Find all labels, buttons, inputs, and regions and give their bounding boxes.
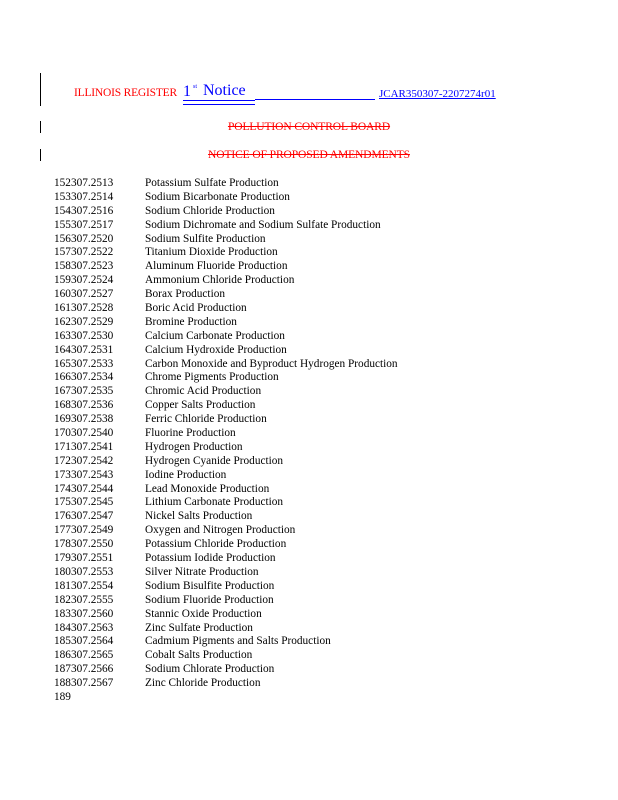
section-name: Calcium Carbonate Production xyxy=(145,329,285,342)
section-row xyxy=(54,510,398,524)
section-name: Zinc Sulfate Production xyxy=(145,621,253,634)
section-row xyxy=(54,260,398,274)
section-number: 184307.2563 xyxy=(54,621,114,634)
section-name: Lead Monoxide Production xyxy=(145,482,270,495)
section-row xyxy=(54,177,398,191)
section-name: Chrome Pigments Production xyxy=(145,371,279,384)
section-row xyxy=(54,399,398,413)
section-name: Aluminum Fluoride Production xyxy=(145,260,288,273)
section-number: 178307.2550 xyxy=(54,538,114,551)
section-name: Cobalt Salts Production xyxy=(145,649,253,662)
section-row xyxy=(54,691,398,705)
section-number: 163307.2530 xyxy=(54,329,114,342)
section-row xyxy=(54,622,398,636)
section-number: 159307.2524 xyxy=(54,274,114,287)
section-number: 180307.2553 xyxy=(54,565,114,578)
section-number: 160307.2527 xyxy=(54,288,114,301)
section-number: 161307.2528 xyxy=(54,302,114,315)
section-number: 172307.2542 xyxy=(54,454,114,467)
section-row xyxy=(54,413,398,427)
section-row xyxy=(54,524,398,538)
section-number: 189 xyxy=(54,690,71,703)
section-row xyxy=(54,649,398,663)
section-name: Sodium Fluoride Production xyxy=(145,593,274,606)
section-name: Hydrogen Cyanide Production xyxy=(145,454,284,467)
section-name: Calcium Hydroxide Production xyxy=(145,343,287,356)
section-name: Oxygen and Nitrogen Production xyxy=(145,524,296,537)
section-name: Ferric Chloride Production xyxy=(145,413,267,426)
section-row xyxy=(54,330,398,344)
section-number: 152307.2513 xyxy=(54,177,114,189)
section-row xyxy=(54,233,398,247)
section-row xyxy=(54,274,398,288)
section-name: Boric Acid Production xyxy=(145,302,247,315)
double-underline xyxy=(183,100,255,105)
section-name: Cadmium Pigments and Salts Production xyxy=(145,635,331,648)
section-row xyxy=(54,455,398,469)
section-row xyxy=(54,427,398,441)
section-number: 177307.2549 xyxy=(54,524,114,537)
section-name: Bromine Production xyxy=(145,315,237,328)
section-number: 168307.2536 xyxy=(54,399,114,412)
section-number: 167307.2535 xyxy=(54,385,114,398)
section-number: 166307.2534 xyxy=(54,371,114,384)
section-number: 153307.2514 xyxy=(54,190,114,203)
section-number: 169307.2538 xyxy=(54,413,114,426)
section-row xyxy=(54,316,398,330)
section-name: Titanium Dioxide Production xyxy=(145,246,278,259)
section-number: 175307.2545 xyxy=(54,496,114,509)
section-row xyxy=(54,344,398,358)
register-title: ILLINOIS REGISTER xyxy=(74,87,177,99)
section-number: 182307.2555 xyxy=(54,593,114,606)
section-row xyxy=(54,566,398,580)
section-name: Sodium Bisulfite Production xyxy=(145,579,275,592)
section-name: Sodium Chloride Production xyxy=(145,204,275,217)
section-row xyxy=(54,594,398,608)
section-row xyxy=(54,385,398,399)
section-number: 171307.2541 xyxy=(54,440,114,453)
notice-title: NOTICE OF PROPOSED AMENDMENTS xyxy=(208,149,410,161)
issue-number: 1 xyxy=(183,83,191,100)
section-name: Sodium Chlorate Production xyxy=(145,663,275,676)
section-name: Ammonium Chloride Production xyxy=(145,274,295,287)
section-name: Copper Salts Production xyxy=(145,399,256,412)
change-bar-header xyxy=(40,73,41,106)
section-name: Hydrogen Production xyxy=(145,440,243,453)
section-number: 164307.2531 xyxy=(54,343,114,356)
section-number: 179307.2551 xyxy=(54,552,114,565)
section-row xyxy=(54,635,398,649)
section-row xyxy=(54,580,398,594)
section-name: Stannic Oxide Production xyxy=(145,607,262,620)
section-row xyxy=(54,552,398,566)
section-row xyxy=(54,219,398,233)
section-row xyxy=(54,677,398,691)
section-name: Chromic Acid Production xyxy=(145,385,262,398)
section-number: 183307.2560 xyxy=(54,607,114,620)
section-name: Potassium Sulfate Production xyxy=(145,177,279,189)
section-row xyxy=(54,608,398,622)
section-row xyxy=(54,191,398,205)
section-number: 176307.2547 xyxy=(54,510,114,523)
section-number: 154307.2516 xyxy=(54,204,114,217)
document-code: JCAR350307-2207274r01 xyxy=(379,88,496,100)
section-row xyxy=(54,538,398,552)
section-row xyxy=(54,483,398,497)
notice-label: Notice xyxy=(203,82,246,99)
section-name: Fluorine Production xyxy=(145,427,236,440)
section-number: 185307.2564 xyxy=(54,635,114,648)
section-name: Sodium Bicarbonate Production xyxy=(145,190,290,203)
section-number: 155307.2517 xyxy=(54,218,114,231)
section-number: 181307.2554 xyxy=(54,579,114,592)
section-row xyxy=(54,371,398,385)
section-name: Silver Nitrate Production xyxy=(145,565,259,578)
section-name: Zinc Chloride Production xyxy=(145,677,261,690)
section-name: Potassium Chloride Production xyxy=(145,538,287,551)
section-row xyxy=(54,496,398,510)
section-number: 165307.2533 xyxy=(54,357,114,370)
section-list xyxy=(54,177,398,705)
section-number: 187307.2566 xyxy=(54,663,114,676)
section-number: 156307.2520 xyxy=(54,232,114,245)
section-row xyxy=(54,302,398,316)
section-name: Nickel Salts Production xyxy=(145,510,253,523)
page-header xyxy=(74,82,534,108)
section-row xyxy=(54,441,398,455)
section-name: Sodium Dichromate and Sodium Sulfate Production xyxy=(145,218,381,231)
section-number: 157307.2522 xyxy=(54,246,114,259)
section-row xyxy=(54,469,398,483)
section-name: Carbon Monoxide and Byproduct Hydrogen Production xyxy=(145,357,398,370)
board-title: POLLUTION CONTROL BOARD xyxy=(227,121,391,133)
section-row xyxy=(54,358,398,372)
section-name: Borax Production xyxy=(145,288,226,301)
section-row xyxy=(54,246,398,260)
section-number: 170307.2540 xyxy=(54,427,114,440)
section-name: Sodium Sulfite Production xyxy=(145,232,266,245)
section-name: Lithium Carbonate Production xyxy=(145,496,284,509)
section-name: Potassium Iodide Production xyxy=(145,552,276,565)
section-number: 173307.2543 xyxy=(54,468,114,481)
section-name: Iodine Production xyxy=(145,468,227,481)
section-number: 186307.2565 xyxy=(54,649,114,662)
section-row xyxy=(54,288,398,302)
section-number: 158307.2523 xyxy=(54,260,114,273)
header-rule xyxy=(255,99,375,100)
issue-number-suffix: st xyxy=(193,84,198,90)
section-number: 188307.2567 xyxy=(54,677,114,690)
section-row xyxy=(54,663,398,677)
section-number: 162307.2529 xyxy=(54,315,114,328)
section-number: 174307.2544 xyxy=(54,482,114,495)
section-row xyxy=(54,205,398,219)
